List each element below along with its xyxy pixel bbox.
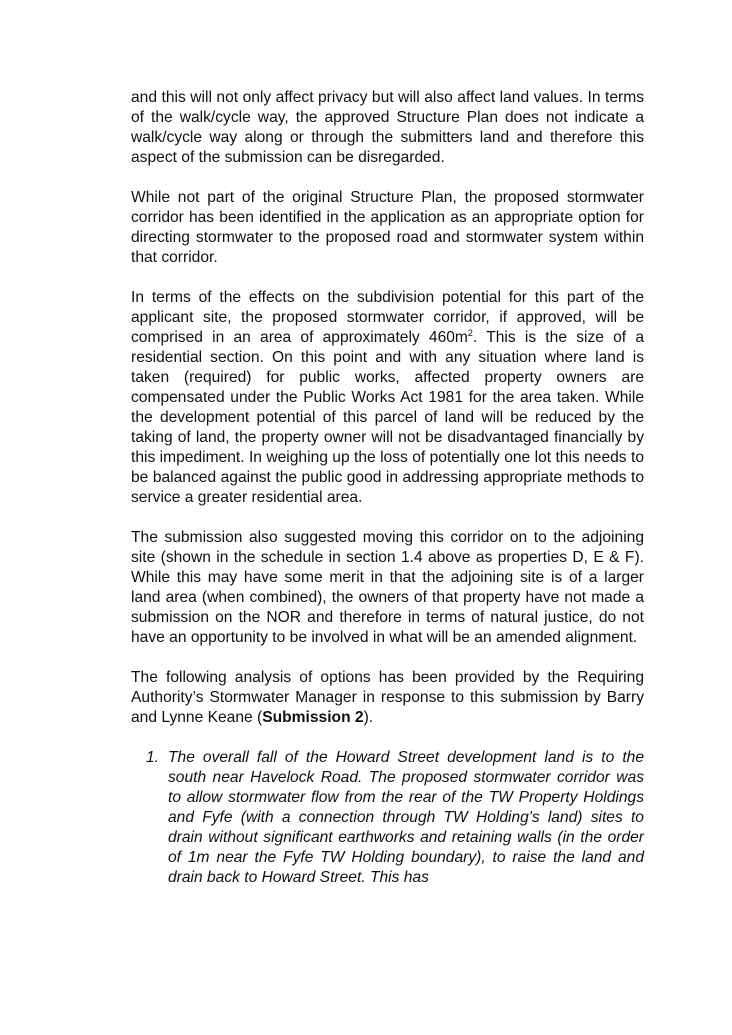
paragraph-subdivision-effects [131,288,644,508]
options-list [131,748,644,888]
paragraph-text-end: ). [363,709,374,726]
area-superscript: 2 [467,328,473,338]
paragraph-text: and this will not only affect privacy but will also affect land values. In terms of the walk/cycle way, the approved Structure Plan does not indicate a walk/cycle way along or through the submitters land and therefore this aspect of the submission can be disregarded. [131,89,644,166]
paragraph-privacy-walkway [131,88,644,168]
paragraph-text: While not part of the original Structure Plan, the proposed stormwater corridor has been identified in the application as an appropriate option for directing stormwater to the proposed road and stormwater system within that corridor. [131,189,644,266]
paragraph-text-start: The following analysis of options has been provided by the Requiring Authority’s Stormwater Manager in response to this submission by Barry and Lynne Keane ( [131,669,644,726]
list-item-text: The overall fall of the Howard Street development land is to the south near Havelock Road. The proposed stormwater corridor was to allow stormwater flow from the rear of the TW Property Holdings and Fyfe (with a connection through TW Holding's land) sites to drain without significant earthworks and retaining walls (in the order of 1m near the Fyfe TW Holding boundary), to raise the land and drain back to Howard Street. This has [168,749,644,886]
paragraph-text-start: In terms of the effects on the subdivision potential for this part of the applicant site, the proposed stormwater corridor, if approved, will be comprised in an area of approximately 460m [131,289,644,346]
list-item [131,748,644,888]
paragraph-options-analysis [131,668,644,728]
submission-reference: Submission 2 [262,709,364,726]
paragraph-text-end: . This is the size of a residential section. On this point and with any situation where land is taken (required) for public works, affected property owners are compensated under the Public Works Act 1981 for the area taken. While the development potential of this parcel of land will be reduced by the taking of land, the property owner will not be disadvantaged financially by this impediment. In weighing up the loss of potentially one lot this needs to be balanced against the public good in addressing appropriate methods to service a greater residential area. [131,329,644,506]
paragraph-stormwater-corridor [131,188,644,268]
paragraph-text: The submission also suggested moving this corridor on to the adjoining site (shown in the schedule in section 1.4 above as properties D, E & F). While this may have some merit in that the adjoining site is of a larger land area (when combined), the owners of that property have not made a submission on the NOR and therefore in terms of natural justice, do not have an opportunity to be involved in what will be an amended alignment. [131,529,644,646]
paragraph-adjoining-site [131,528,644,648]
list-item-number: 1. [146,749,160,766]
document-page [131,88,644,888]
